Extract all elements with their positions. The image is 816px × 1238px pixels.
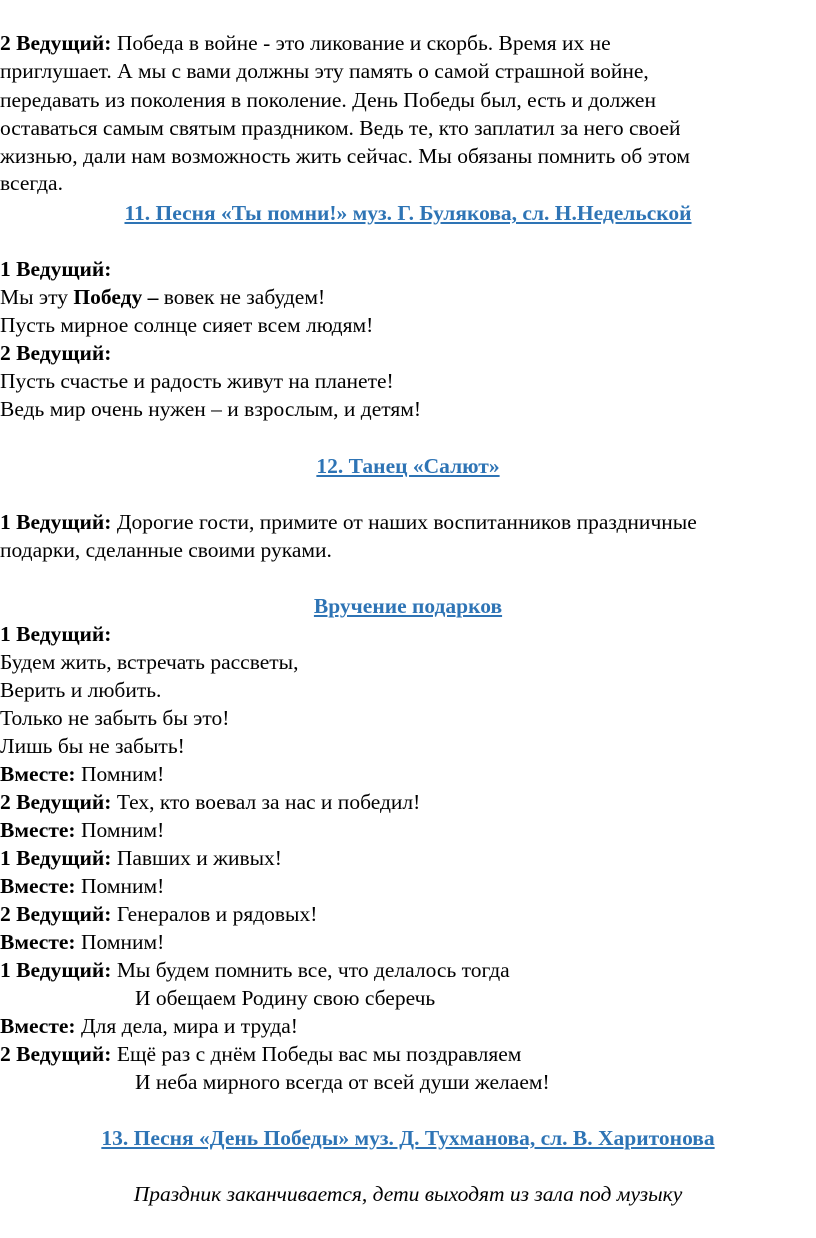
verse-text: вовек не забудем! — [158, 285, 326, 309]
speaker-label: 1 Ведущий: — [0, 622, 112, 646]
heading-dance-12: 12. Танец «Салют» — [316, 454, 500, 478]
closing-note: Праздник заканчивается, дети выходят из зала под музыку — [133, 1182, 683, 1206]
dialogue-line — [0, 1040, 521, 1068]
together-text: Для дела, мира и труда! — [75, 1014, 298, 1038]
together-text: Помним! — [75, 874, 165, 898]
together-line — [0, 760, 164, 788]
together-label: Вместе: — [0, 930, 76, 954]
speaker-label: 2 Ведущий: — [0, 1042, 112, 1066]
speaker-label: 2 Ведущий: — [0, 31, 112, 55]
dialogue-line — [0, 900, 317, 928]
gifts-line-1 — [0, 508, 697, 536]
heading-song-11: 11. Песня «Ты помни!» муз. Г. Булякова, сл. Н.Недельской — [124, 201, 692, 225]
together-line — [0, 1012, 298, 1040]
speaker-label: 2 Ведущий: — [0, 341, 112, 365]
together-text: Помним! — [75, 762, 165, 786]
dialogue-text: Павших и живых! — [111, 846, 282, 870]
speaker-label: 1 Ведущий: — [0, 257, 112, 281]
intro-line-3: передавать из поколения в поколение. День Победы был, есть и должен — [0, 88, 656, 112]
together-label: Вместе: — [0, 1014, 76, 1038]
intro-line-4: оставаться самым святым праздником. Ведь те, кто заплатил за него своей — [0, 116, 681, 140]
verse-line: Только не забыть бы это! — [0, 706, 230, 730]
verse-text: Мы эту — [0, 285, 74, 309]
verse-line: Ведь мир очень нужен – и взрослым, и детям! — [0, 397, 422, 421]
dialogue-continuation: И неба мирного всегда от всей души желаем! — [135, 1070, 550, 1094]
gifts-text: Дорогие гости, примите от наших воспитанников праздничные — [111, 510, 697, 534]
dialogue-line — [0, 788, 420, 816]
verse-line: Верить и любить. — [0, 678, 162, 702]
speaker-label: 1 Ведущий: — [0, 846, 112, 870]
together-text: Помним! — [75, 930, 165, 954]
heading-gifts: Вручение подарков — [313, 594, 503, 618]
speaker-label: 2 Ведущий: — [0, 790, 112, 814]
gifts-line-2: подарки, сделанные своими руками. — [0, 538, 332, 562]
verse-line: Пусть мирное солнце сияет всем людям! — [0, 313, 374, 337]
verse-line: Лишь бы не забыть! — [0, 734, 185, 758]
together-label: Вместе: — [0, 762, 76, 786]
dialogue-text: Тех, кто воевал за нас и победил! — [111, 790, 421, 814]
dialogue-text: Мы будем помнить все, что делалось тогда — [111, 958, 510, 982]
heading-song-13: 13. Песня «День Победы» муз. Д. Тухманова, сл. В. Харитонова — [101, 1126, 715, 1150]
intro-line-1 — [0, 29, 611, 57]
together-line — [0, 872, 164, 900]
dialogue-line — [0, 844, 282, 872]
intro-line-2: приглушает. А мы с вами должны эту память о самой страшной войне, — [0, 59, 649, 83]
speaker-label: 1 Ведущий: — [0, 958, 112, 982]
dialogue-text: Ещё раз с днём Победы вас мы поздравляем — [111, 1042, 522, 1066]
together-label: Вместе: — [0, 818, 76, 842]
intro-text: Победа в войне - это ликование и скорбь. Время их не — [111, 31, 611, 55]
verse-line: Будем жить, встречать рассветы, — [0, 650, 299, 674]
together-line — [0, 816, 164, 844]
speaker-label: 2 Ведущий: — [0, 902, 112, 926]
together-text: Помним! — [75, 818, 165, 842]
speaker-label: 1 Ведущий: — [0, 510, 112, 534]
dialogue-text: Генералов и рядовых! — [111, 902, 318, 926]
verse-bold-text: Победу – — [73, 285, 159, 309]
intro-line-5: жизнью, дали нам возможность жить сейчас. Мы обязаны помнить об этом — [0, 144, 690, 168]
verse-line — [0, 283, 325, 311]
dialogue-continuation: И обещаем Родину свою сберечь — [135, 986, 436, 1010]
intro-line-6: всегда. — [0, 171, 63, 195]
dialogue-line — [0, 956, 510, 984]
together-label: Вместе: — [0, 874, 76, 898]
verse-line: Пусть счастье и радость живут на планете! — [0, 369, 394, 393]
together-line — [0, 928, 164, 956]
